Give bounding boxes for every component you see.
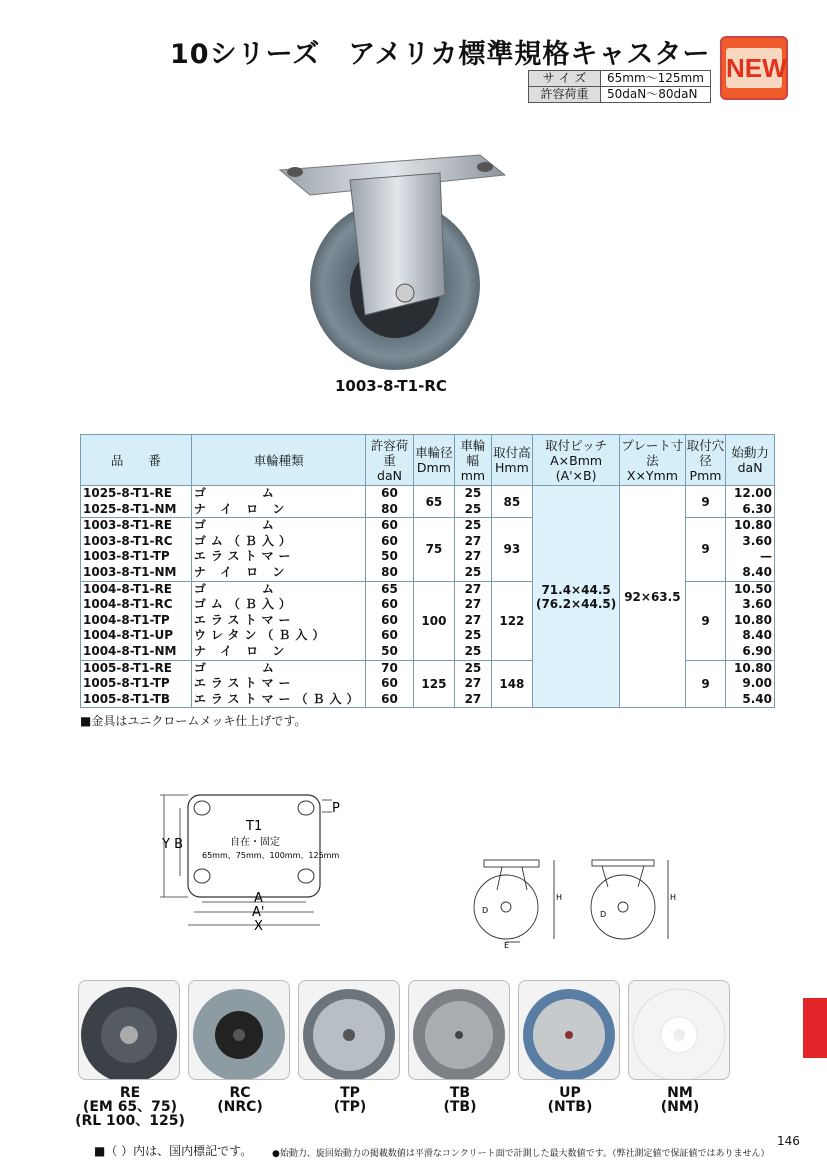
height-cell: 148 (491, 660, 533, 708)
loads-value: 60 (381, 486, 398, 500)
page-number: 146 (777, 1134, 800, 1148)
forces-value: 10.50 (734, 581, 772, 596)
height-cell: 93 (491, 518, 533, 581)
forces-value: 9.00 (742, 676, 772, 691)
types-value: ナ イ ロ ン (193, 501, 290, 516)
metal-note: ■金具はユニクロームメッキ仕上げです。 (80, 714, 307, 728)
models-value: 1003-8-T1-RE (83, 518, 172, 533)
side2-label-d: D (600, 910, 607, 919)
models-value: 1004-8-T1-RC (83, 597, 173, 612)
pitch-cell (533, 486, 620, 708)
forces-value: 12.00 (734, 486, 772, 500)
models-value: 1004-8-T1-RE (83, 581, 172, 596)
types-value: エラストマー (193, 612, 296, 627)
forces-cell (726, 518, 775, 581)
header-line: X×Ymm (626, 467, 678, 483)
loads-cell (366, 660, 413, 708)
header-line: 車輪種類 (253, 452, 304, 468)
loads-value: 60 (381, 612, 398, 627)
models-value: 1025-8-T1-NM (83, 501, 177, 516)
types-value: ゴ ム (193, 660, 279, 675)
loads-cell (366, 581, 413, 660)
header-line: Dmm (416, 460, 451, 475)
diagram-label-x: X (254, 919, 263, 934)
photo-caption: 1003-8-T1-RC (335, 377, 447, 395)
wheel-image-re (78, 980, 180, 1080)
diagram-sizes: 65mm、75mm、100mm、125mm (202, 851, 340, 860)
wheel-label (620, 1086, 740, 1114)
table-header-cell (726, 435, 775, 486)
forces-cell (726, 660, 775, 708)
header-line: 始動力 (731, 445, 769, 460)
wheel-alt-code: (TP) (333, 1099, 367, 1115)
loads-value: 50 (381, 549, 398, 564)
pitch-value: (76.2×44.5) (535, 596, 617, 611)
table-header-cell (685, 435, 725, 486)
forces-value: 8.40 (742, 628, 772, 643)
table-header-cell (191, 435, 366, 486)
page-title: 10シリーズ アメリカ標準規格キャスター (170, 39, 711, 70)
hole-cell: 9 (685, 518, 725, 581)
footnote-force: ●始動力、旋回始動力の掲載数値は平滑なコンクリート面で計測した最大数値です。（弊社測定値で保証値ではありません） (272, 1149, 770, 1159)
table-header-cell (413, 435, 455, 486)
forces-cell (726, 581, 775, 660)
forces-value: 3.60 (742, 597, 772, 612)
dia-cell: 125 (413, 660, 455, 708)
wheel-image-tp (298, 980, 400, 1080)
wheel-code: UP (559, 1085, 581, 1101)
wheel-label (180, 1086, 300, 1114)
types-value: ゴ ム (193, 581, 279, 596)
dia-cell: 100 (413, 581, 455, 660)
header-line: 取付ピッチ (545, 437, 608, 453)
header-line: 取付穴径 (686, 437, 725, 468)
plate-diagram (150, 790, 350, 935)
models-value: 1005-8-T1-RE (83, 660, 172, 675)
types-value: ゴム（Ｂ入） (193, 533, 296, 548)
header-line: (A'×B) (555, 467, 597, 483)
forces-value: 10.80 (734, 518, 772, 533)
widths-value: 27 (464, 549, 482, 564)
wheel-code: NM (667, 1085, 693, 1101)
spec-main-table (80, 434, 775, 708)
hole-cell: 9 (685, 660, 725, 708)
dia-cell: 65 (413, 486, 455, 518)
widths-value: 25 (464, 643, 482, 658)
new-badge (720, 36, 788, 100)
forces-cell (726, 486, 775, 518)
models-cell (81, 518, 192, 581)
footnote-domestic: ■（ ）内は、国内標記です。 (94, 1144, 253, 1158)
wheel-image-up (518, 980, 620, 1080)
wheel-code: TB (449, 1085, 471, 1101)
forces-value: 5.40 (742, 691, 772, 706)
hole-cell: 9 (685, 581, 725, 660)
types-value: エラストマー（Ｂ入） (193, 691, 364, 706)
types-value: ウレタン（Ｂ入） (193, 628, 330, 643)
widths-value: 27 (464, 597, 482, 612)
models-value: 1003-8-T1-RC (83, 533, 173, 548)
widths-value: 25 (464, 628, 482, 643)
table-header-cell (455, 435, 491, 486)
new-badge-label: NEW (726, 48, 782, 88)
models-value: 1004-8-T1-UP (83, 628, 173, 643)
widths-cell (455, 518, 491, 581)
widths-cell (455, 660, 491, 708)
widths-value: 25 (464, 486, 482, 500)
header-line: 車輪幅 (460, 437, 486, 468)
wheel-label (400, 1086, 520, 1114)
types-cell (191, 486, 366, 518)
wheel-alt-code: (RL 100、125) (75, 1113, 185, 1129)
wheel-code: TP (340, 1085, 360, 1101)
widths-value: 27 (464, 691, 482, 706)
spec-table (528, 70, 711, 103)
pitch-value: 71.4×44.5 (541, 582, 611, 597)
models-value: 1004-8-T1-TP (83, 612, 170, 627)
forces-value: — (760, 549, 772, 564)
types-value: ナ イ ロ ン (193, 564, 290, 579)
header-line: 許容荷重 (370, 437, 409, 468)
side-label-h: H (556, 893, 563, 902)
models-cell (81, 486, 192, 518)
header-line: daN (377, 467, 402, 483)
diagram-label-a2: A' (252, 905, 265, 920)
wheel-alt-code: (EM 65、75) (82, 1099, 178, 1115)
models-value: 1003-8-T1-NM (83, 564, 177, 579)
wheel-image-rc (188, 980, 290, 1080)
loads-value: 60 (381, 691, 398, 706)
diagram-label-p: P (332, 801, 340, 816)
forces-value: 8.40 (742, 564, 772, 579)
header-line: mm (460, 467, 486, 483)
dia-cell: 75 (413, 518, 455, 581)
table-header-cell (366, 435, 413, 486)
loads-value: 65 (381, 581, 398, 596)
models-value: 1004-8-T1-NM (83, 643, 177, 658)
side-diagram-1 (462, 855, 567, 950)
header-line: 品 番 (110, 452, 161, 468)
table-row (81, 486, 775, 518)
side-diagram-2 (580, 855, 680, 945)
widths-value: 25 (464, 660, 482, 675)
table-header-row (81, 435, 775, 486)
loads-value: 60 (381, 676, 398, 691)
caster-photo (270, 145, 520, 375)
spec-key: 許容荷重 (529, 87, 601, 103)
spec-value: 50daN〜80daN (601, 87, 711, 103)
widths-value: 27 (464, 612, 482, 627)
loads-value: 80 (381, 564, 398, 579)
spec-key: サ イ ズ (529, 71, 601, 87)
types-value: ゴ ム (193, 486, 279, 500)
wheel-code: RC (229, 1085, 251, 1101)
plate-cell: 92×63.5 (619, 486, 685, 708)
forces-value: 10.80 (734, 612, 772, 627)
diagram-sub: 自在・固定 (230, 837, 280, 848)
wheel-label (70, 1086, 190, 1128)
table-header-cell (491, 435, 533, 486)
types-cell (191, 518, 366, 581)
wheel-label (510, 1086, 630, 1114)
hole-cell: 9 (685, 486, 725, 518)
wheel-alt-code: (TB) (443, 1099, 477, 1115)
wheel-image-nm (628, 980, 730, 1080)
widths-value: 25 (464, 564, 482, 579)
header-line: Pmm (689, 467, 722, 483)
widths-value: 25 (464, 518, 482, 533)
header-line: 取付高 (493, 445, 531, 460)
forces-value: 6.30 (742, 501, 772, 516)
wheel-alt-code: (NM) (660, 1099, 700, 1115)
header-line: Hmm (495, 460, 529, 475)
diagram-label-a: A (254, 891, 263, 906)
types-cell (191, 660, 366, 708)
spec-row-size (529, 71, 711, 87)
diagram-series: T1 (246, 819, 263, 834)
header-line: A×Bmm (550, 452, 603, 468)
spec-row-load (529, 87, 711, 103)
forces-value: 3.60 (742, 533, 772, 548)
loads-value: 50 (381, 643, 398, 658)
widths-cell (455, 581, 491, 660)
header-line: 車輪径 (415, 445, 453, 460)
types-value: エラストマー (193, 549, 296, 564)
widths-value: 27 (464, 676, 482, 691)
loads-value: 60 (381, 533, 398, 548)
header-line: daN (737, 460, 763, 475)
table-header-cell (619, 435, 685, 486)
diagram-label-yb: Y B (162, 837, 183, 852)
section-tab (803, 998, 827, 1058)
loads-value: 60 (381, 628, 398, 643)
widths-cell (455, 486, 491, 518)
wheel-image-tb (408, 980, 510, 1080)
height-cell: 122 (491, 581, 533, 660)
loads-value: 60 (381, 518, 398, 533)
widths-value: 27 (464, 533, 482, 548)
wheel-label (290, 1086, 410, 1114)
types-cell (191, 581, 366, 660)
loads-value: 60 (381, 597, 398, 612)
spec-value: 65mm〜125mm (601, 71, 711, 87)
table-header-cell (81, 435, 192, 486)
loads-cell (366, 518, 413, 581)
wheel-code: RE (119, 1085, 141, 1101)
side-label-e: E (504, 941, 510, 950)
table-header-cell (533, 435, 620, 486)
types-value: ゴム（Ｂ入） (193, 597, 296, 612)
models-cell (81, 660, 192, 708)
height-cell: 85 (491, 486, 533, 518)
loads-cell (366, 486, 413, 518)
models-value: 1005-8-T1-TP (83, 676, 170, 691)
types-value: エラストマー (193, 676, 296, 691)
wheel-alt-code: (NTB) (547, 1099, 593, 1115)
loads-value: 80 (381, 501, 398, 516)
models-value: 1025-8-T1-RE (83, 486, 172, 500)
models-cell (81, 581, 192, 660)
widths-value: 27 (464, 581, 482, 596)
widths-value: 25 (464, 501, 482, 516)
header-line: プレート寸法 (621, 437, 684, 468)
side2-label-h: H (670, 893, 677, 902)
forces-value: 10.80 (734, 660, 772, 675)
models-value: 1003-8-T1-TP (83, 549, 170, 564)
models-value: 1005-8-T1-TB (83, 691, 171, 706)
wheel-alt-code: (NRC) (217, 1099, 263, 1115)
types-value: ナ イ ロ ン (193, 643, 290, 658)
loads-value: 70 (381, 660, 398, 675)
types-value: ゴ ム (193, 518, 279, 533)
side-label-d: D (482, 906, 489, 915)
forces-value: 6.90 (742, 643, 772, 658)
